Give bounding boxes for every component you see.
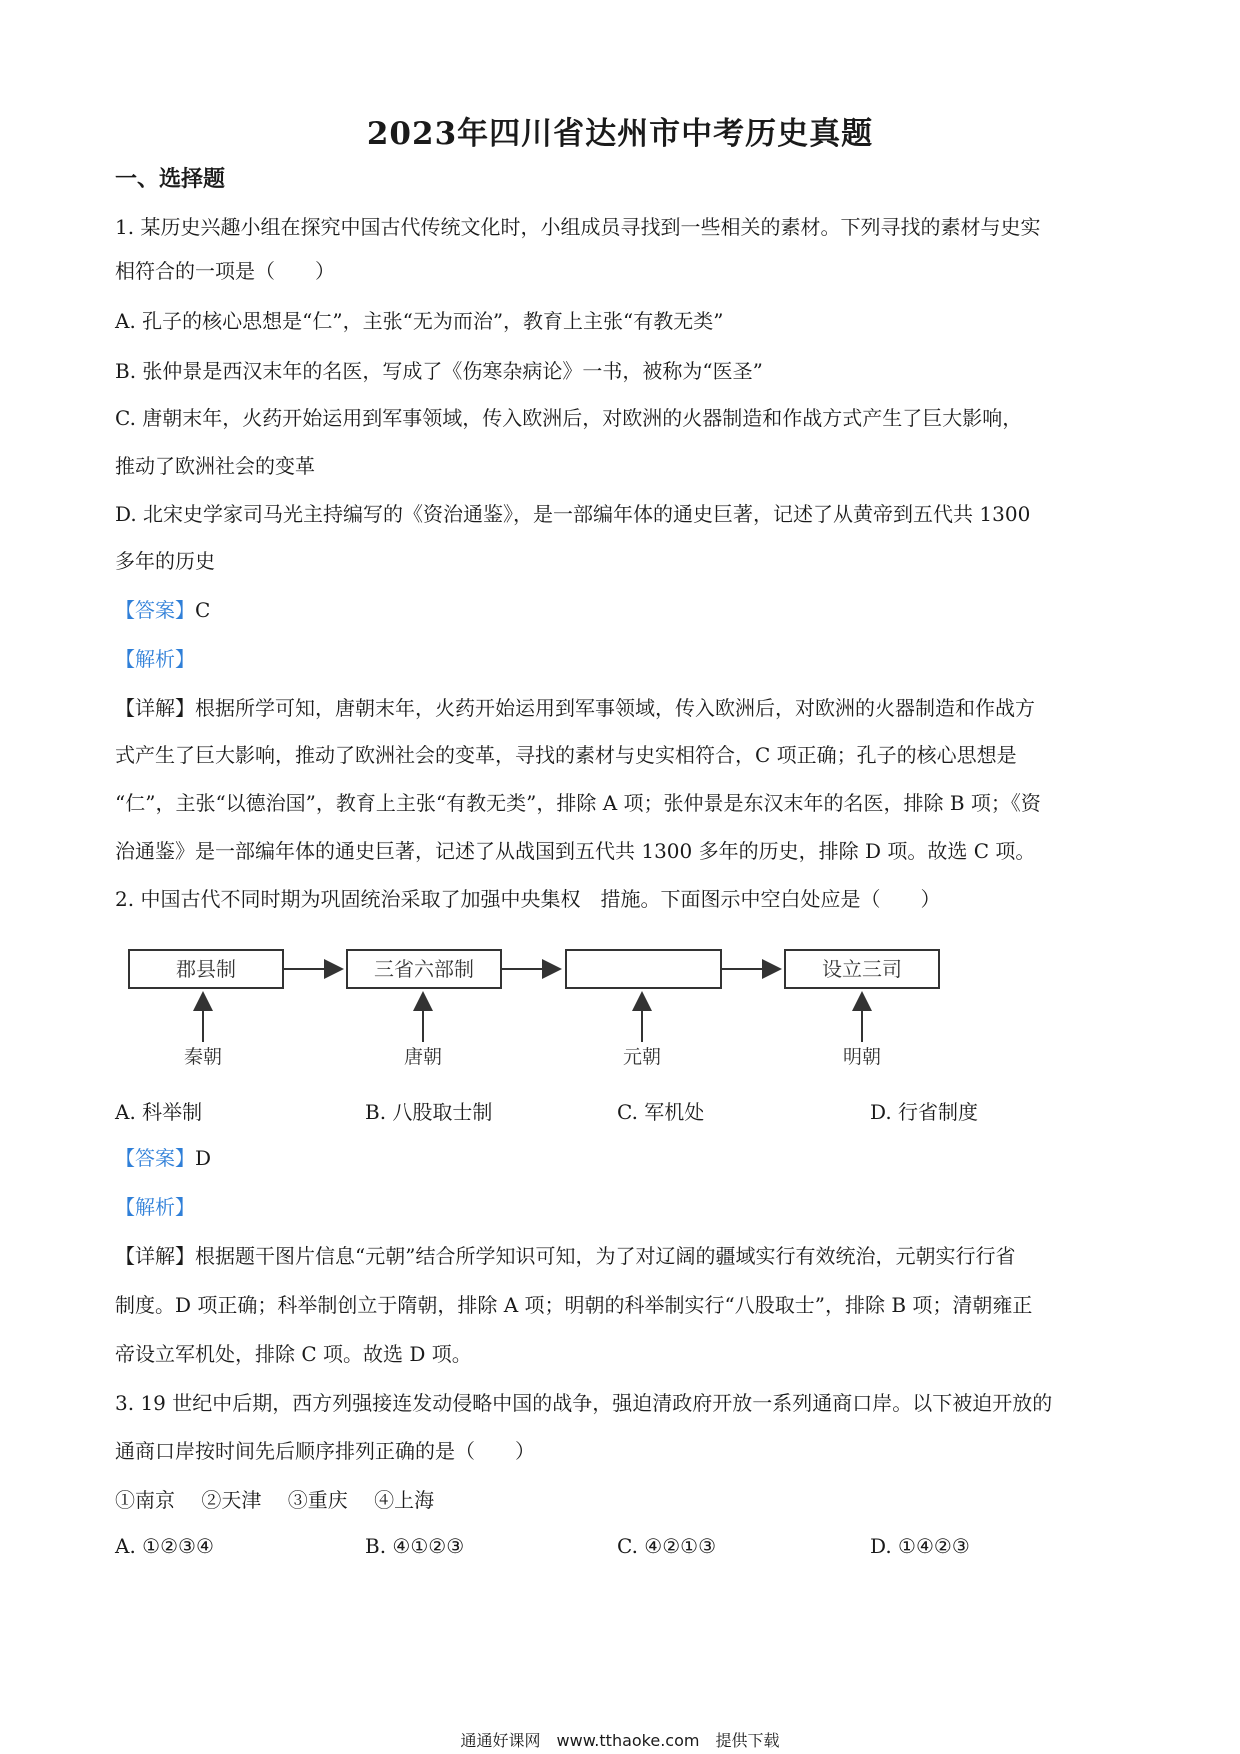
q1-detail	[115, 694, 1035, 722]
q1-option-c: C. 唐朝末年，火药开始运用到军事领域，传入欧洲后，对欧洲的火器制造和作战方式产生了巨大影响，	[115, 406, 1023, 430]
q1-option-b: B. 张仲景是西汉末年的名医，写成了《伤寒杂病论》一书，被称为“医圣”	[115, 359, 763, 383]
flow-label-3: 元朝	[622, 1046, 661, 1068]
q1-option-a: A. 孔子的核心思想是“仁”，主张“无为而治”，教育上主张“有教无类”	[115, 309, 724, 333]
q3-option-a: A. ①②③④	[115, 1534, 214, 1558]
detail-text: 根据所学可知，唐朝末年，火药开始运用到军事领域，传入欧洲后，对欧洲的火器制造和作战方	[195, 696, 1035, 720]
q1-stem-cont: 相符合的一项是（ ）	[115, 259, 335, 283]
q1-option-d: D. 北宋史学家司马光主持编写的《资治通鉴》，是一部编年体的通史巨著，记述了从黄帝到五代共 1300	[115, 502, 1031, 526]
q2-analysis-tag	[115, 1193, 195, 1221]
answer-tag: 【答案】	[115, 598, 195, 622]
q1-option-c-cont: 推动了欧洲社会的变革	[115, 454, 315, 478]
q3-option-d: D. ①④②③	[870, 1534, 970, 1558]
q3-stem-cont: 通商口岸按时间先后顺序排列正确的是（ ）	[115, 1439, 535, 1463]
q2-option-a: A. 科举制	[115, 1100, 203, 1124]
flow-box-2: 三省六部制	[346, 949, 502, 989]
detail-tag: 【详解】	[115, 1244, 195, 1268]
q3-option-c: C. ④②①③	[617, 1534, 717, 1558]
q2-detail	[115, 1242, 1015, 1270]
q1-option-d-cont: 多年的历史	[115, 549, 215, 573]
flow-box-4: 设立三司	[784, 949, 940, 989]
page-footer: 通通好课网 www.tthaoke.com 提供下载	[460, 1731, 780, 1750]
q2-option-c: C. 军机处	[617, 1100, 705, 1124]
q3-stem: 3. 19 世纪中后期，西方列强接连发动侵略中国的战争，强迫清政府开放一系列通商口岸。以下被迫开放的	[115, 1391, 1053, 1415]
section-heading: 一、选择题	[115, 166, 226, 192]
flow-label-2: 唐朝	[403, 1046, 442, 1068]
analysis-tag: 【解析】	[115, 1195, 195, 1219]
q1-detail-2: 式产生了巨大影响，推动了欧洲社会的变革，寻找的素材与史实相符合，C 项正确；孔子的核心思想是	[115, 743, 1017, 767]
q2-option-d: D. 行省制度	[870, 1100, 979, 1124]
detail-tag: 【详解】	[115, 696, 195, 720]
flow-box-3-blank	[565, 949, 722, 989]
q2-detail-2: 制度。D 项正确；科举制创立于隋朝，排除 A 项；明朝的科举制实行“八股取士”，排除 B 项；清朝雍正	[115, 1293, 1033, 1317]
page-title: 2023年四川省达州市中考历史真题	[366, 116, 874, 152]
answer-value: C	[195, 598, 211, 622]
q2-answer	[115, 1144, 211, 1172]
answer-value: D	[195, 1146, 212, 1170]
q2-detail-3: 帝设立军机处，排除 C 项。故选 D 项。	[115, 1342, 472, 1366]
flow-box-1: 郡县制	[128, 949, 284, 989]
detail-text: 根据题干图片信息“元朝”结合所学知识可知，为了对辽阔的疆域实行有效统治，元朝实行行省	[195, 1244, 1016, 1268]
q1-answer	[115, 596, 210, 624]
q1-analysis-tag	[115, 645, 195, 673]
q2-option-b: B. 八股取士制	[365, 1100, 493, 1124]
q3-items: ①南京 ②天津 ③重庆 ④上海	[115, 1488, 435, 1512]
flow-label-4: 明朝	[842, 1046, 881, 1068]
q3-option-b: B. ④①②③	[365, 1534, 465, 1558]
answer-tag: 【答案】	[115, 1146, 195, 1170]
analysis-tag: 【解析】	[115, 647, 195, 671]
q1-stem: 1. 某历史兴趣小组在探究中国古代传统文化时，小组成员寻找到一些相关的素材。下列寻找的素材与史实	[115, 215, 1041, 239]
q1-detail-4: 治通鉴》是一部编年体的通史巨著，记述了从战国到五代共 1300 多年的历史，排除 D 项。故选 C 项。	[115, 839, 1036, 863]
q1-detail-3: “仁”，主张“以德治国”，教育上主张“有教无类”，排除 A 项；张仲景是东汉末年的名医，排除 B 项；《资	[115, 791, 1041, 815]
q2-stem: 2. 中国古代不同时期为巩固统治采取了加强中央集权 措施。下面图示中空白处应是（ ）	[115, 887, 941, 911]
flow-label-1: 秦朝	[183, 1046, 222, 1068]
